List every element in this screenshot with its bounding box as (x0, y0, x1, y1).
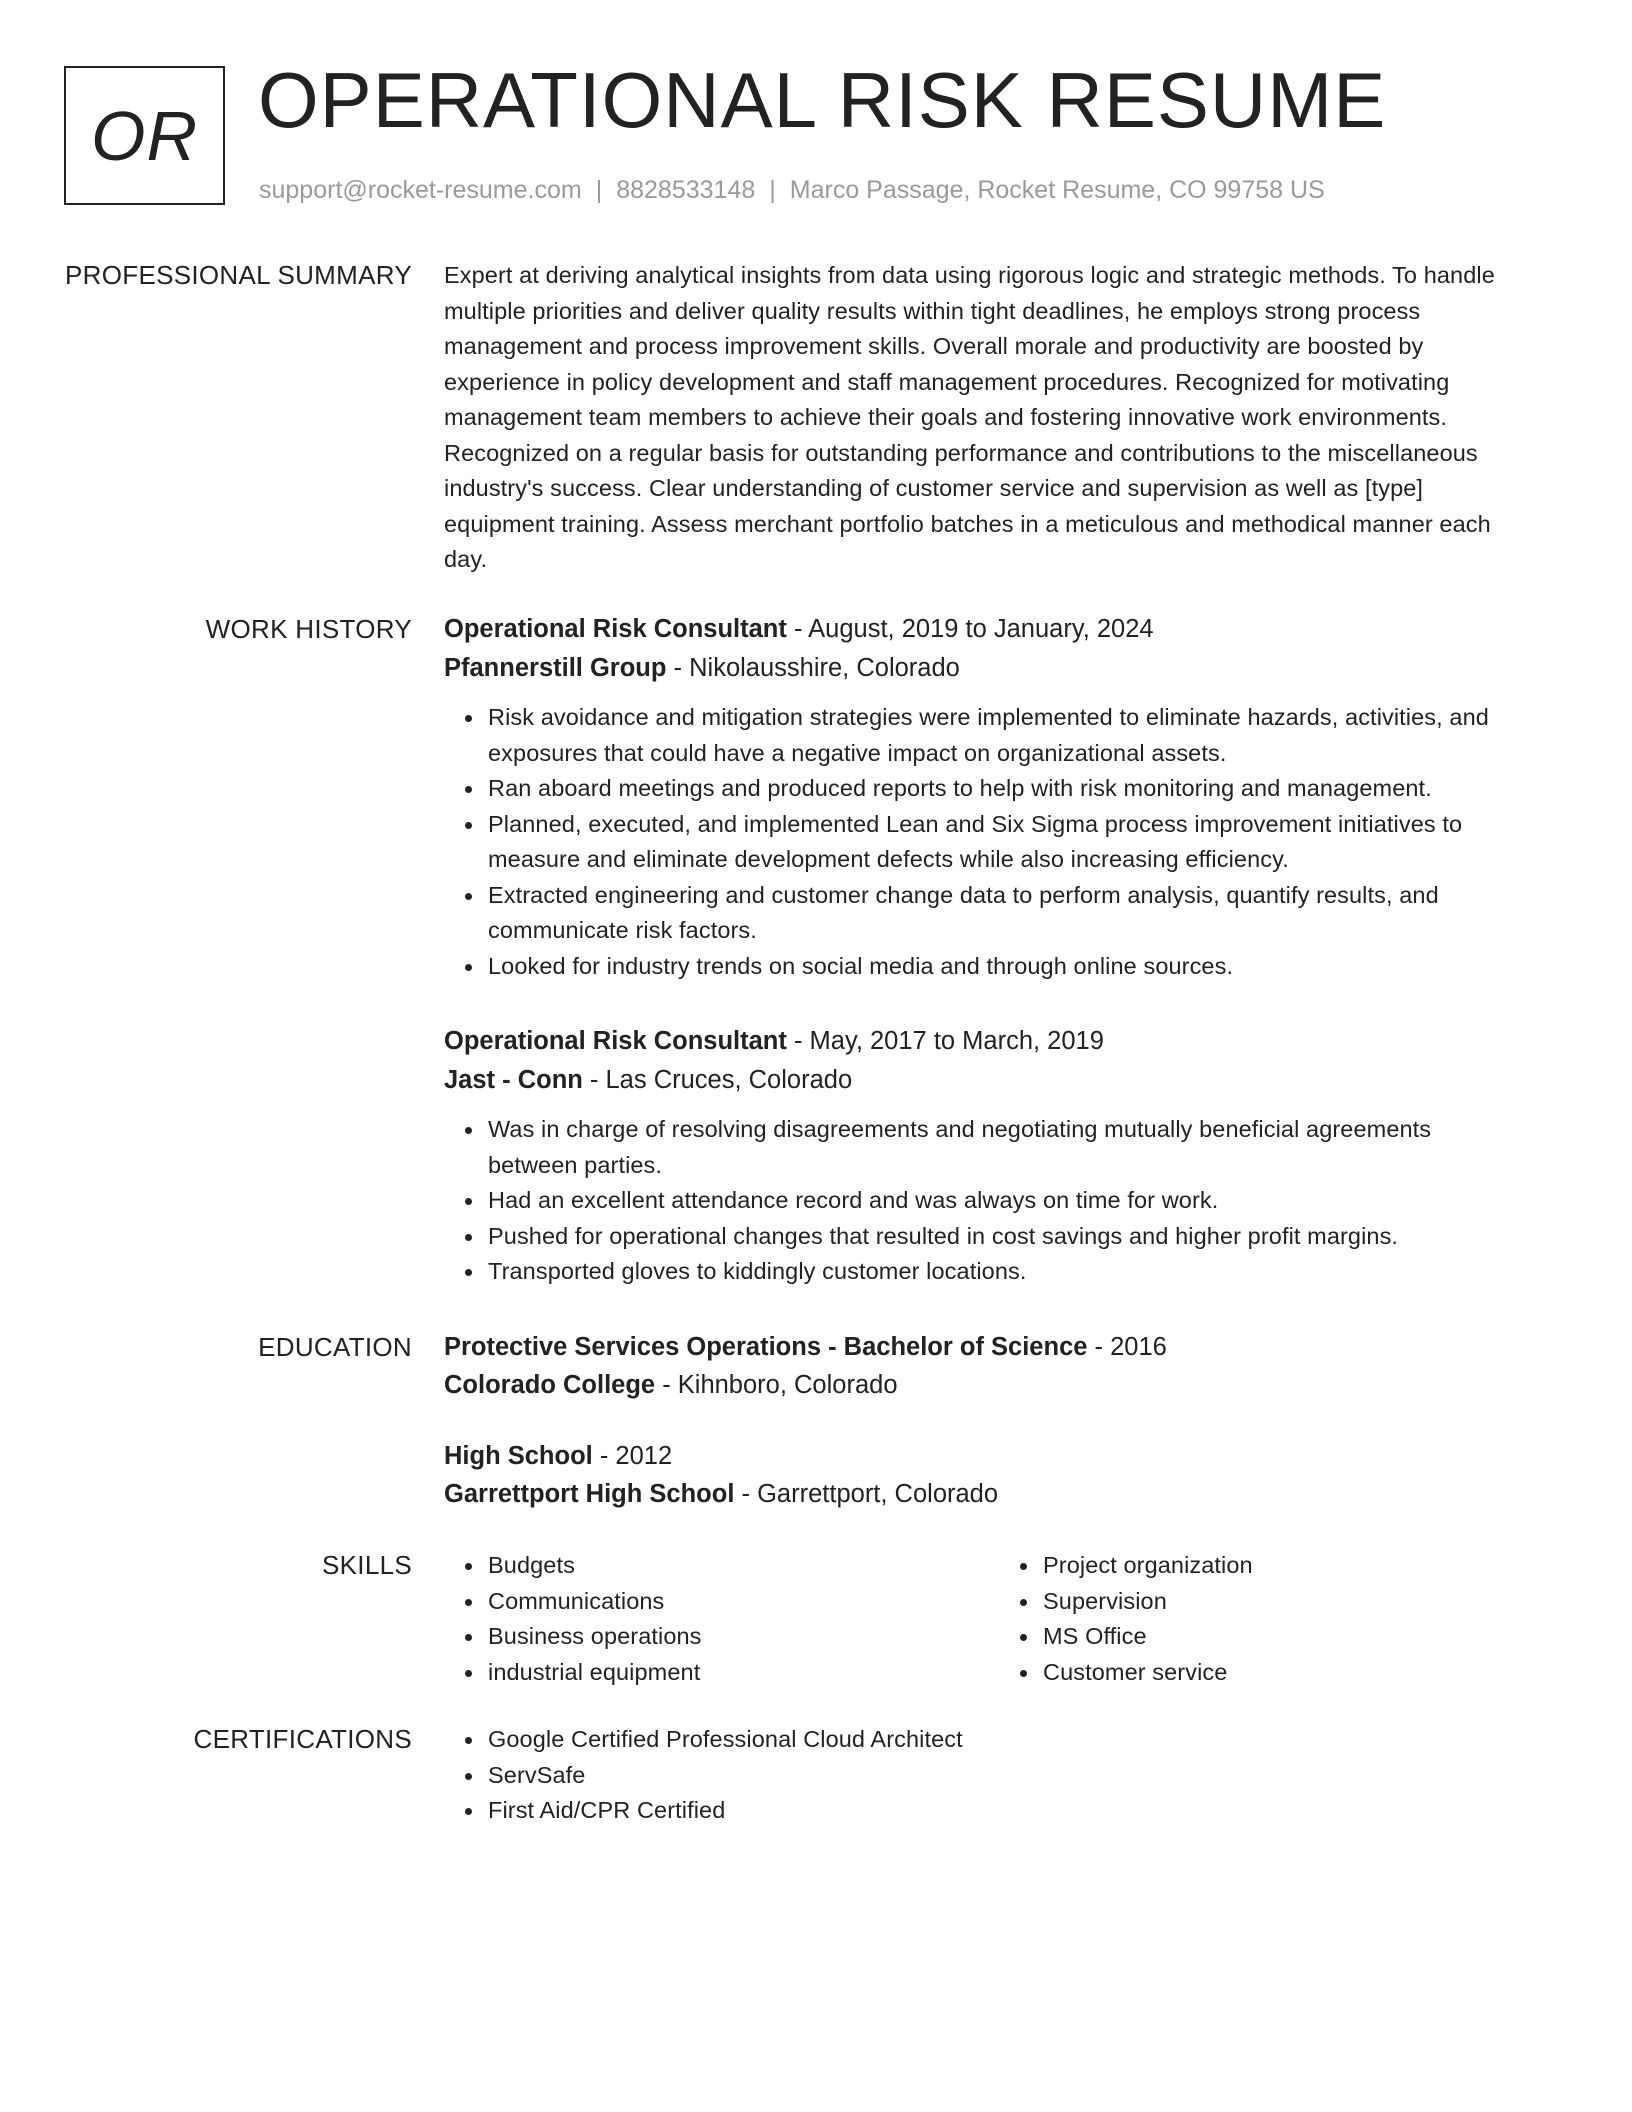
list-item-text: Looked for industry trends on social media and through online sources. (488, 952, 1234, 979)
education-degree: High School (444, 1442, 593, 1470)
list-item: industrial equipment (488, 1655, 999, 1691)
job-duties-list (444, 700, 1554, 984)
summary-body (444, 258, 1554, 578)
summary-line: Expert at deriving analytical insights from data using rigorous logic and strategic methods. To handle (444, 262, 1495, 288)
education-school-line (444, 1367, 1554, 1403)
list-item-text: exposures that could have a negative impact on organizational assets. (488, 739, 1227, 766)
education-school-line (444, 1476, 1554, 1512)
contact-address: Marco Passage, Rocket Resume, CO 99758 US (789, 176, 1325, 204)
contact-email: support@rocket-resume.com (259, 176, 582, 204)
list-item (488, 807, 1554, 878)
education-degree: Protective Services Operations - Bachelor of Science (444, 1333, 1088, 1361)
list-item (488, 878, 1554, 949)
section-label-education: EDUCATION (258, 1332, 412, 1362)
list-item (488, 1219, 1554, 1255)
job-company: Jast - Conn (444, 1066, 583, 1094)
list-item-text: Had an excellent attendance record and was always on time for work. (488, 1187, 1219, 1213)
education-school: Garrettport High School (444, 1480, 735, 1508)
job-title: Operational Risk Consultant (444, 615, 787, 643)
resume-title: OPERATIONAL RISK RESUME (258, 56, 1387, 144)
list-item-text: Transported gloves to kiddingly customer locations. (488, 1258, 1027, 1284)
job-entry (444, 611, 1554, 984)
job-company: Pfannerstill Group (444, 654, 667, 682)
list-item-text: Was in charge of resolving disagreements and negotiating mutually beneficial agreements (488, 1116, 1432, 1142)
skills-list-right (999, 1548, 1554, 1690)
list-item: MS Office (1043, 1619, 1554, 1655)
section-label-work-history: WORK HISTORY (205, 614, 412, 644)
summary-line: day. (444, 546, 488, 572)
section-label-certifications: CERTIFICATIONS (193, 1724, 412, 1754)
list-item-text: measure and eliminate development defects while also increasing efficiency. (488, 846, 1289, 872)
job-title-line (444, 1023, 1554, 1059)
list-item (488, 1183, 1554, 1219)
summary-line: experience in policy development and staff management procedures. Recognized for motivating (444, 368, 1450, 395)
list-item: First Aid/CPR Certified (488, 1793, 1554, 1829)
list-item: Business operations (488, 1619, 999, 1655)
education-degree-line (444, 1329, 1554, 1365)
summary-paragraph (444, 258, 1554, 578)
education-location: - Kihnboro, Colorado (655, 1371, 898, 1399)
list-item (488, 1112, 1554, 1183)
skills-columns (444, 1548, 1554, 1690)
list-item (488, 1254, 1554, 1290)
job-dates: - August, 2019 to January, 2024 (786, 615, 1154, 643)
list-item (488, 949, 1554, 985)
summary-line: equipment training. Assess merchant portfolio batches in a meticulous and methodical manner each (444, 510, 1491, 537)
list-item (488, 771, 1554, 807)
summary-line: Recognized on a regular basis for outstanding performance and contributions to the miscellaneous (444, 439, 1478, 466)
summary-line: multiple priorities and deliver quality results within tight deadlines, he employs strong process (444, 297, 1421, 324)
certifications-body (444, 1722, 1554, 1829)
list-item: Project organization (1043, 1548, 1554, 1584)
contact-phone: 8828533148 (616, 176, 756, 204)
job-dates: - May, 2017 to March, 2019 (786, 1027, 1104, 1055)
education-year: - 2016 (1087, 1333, 1167, 1361)
list-item-text: Risk avoidance and mitigation strategies were implemented to eliminate hazards, activities, and (488, 704, 1489, 730)
skills-list-left (444, 1548, 999, 1690)
certifications-list (444, 1722, 1554, 1829)
contact-separator: | (769, 176, 776, 204)
section-label-skills: SKILLS (322, 1550, 412, 1580)
list-item-text: Ran aboard meetings and produced reports to help with risk monitoring and management. (488, 775, 1432, 801)
contact-separator: | (595, 176, 603, 204)
list-item: Communications (488, 1584, 999, 1620)
list-item: ServSafe (488, 1758, 1554, 1794)
job-company-line (444, 650, 1554, 686)
job-company-line (444, 1062, 1554, 1098)
section-label-summary: PROFESSIONAL SUMMARY (65, 260, 412, 290)
list-item-text: communicate risk factors. (488, 917, 757, 943)
list-item-text: Pushed for operational changes that resulted in cost savings and higher profit margins. (488, 1222, 1399, 1249)
list-item: Supervision (1043, 1584, 1554, 1620)
education-school: Colorado College (444, 1371, 656, 1399)
summary-line: industry's success. Clear understanding of customer service and supervision as well as [type] (444, 475, 1424, 501)
summary-line: management team members to achieve their goals and fostering innovative work environments. (444, 404, 1448, 430)
job-location: - Nikolausshire, Colorado (666, 654, 960, 682)
education-year: - 2012 (592, 1442, 673, 1470)
contact-line (259, 174, 1325, 206)
education-location: - Garrettport, Colorado (734, 1480, 999, 1508)
list-item: Customer service (1043, 1655, 1554, 1691)
summary-line: management and process improvement skills. Overall morale and productivity are boosted by (444, 333, 1424, 359)
job-title-line (444, 611, 1554, 647)
monogram-badge (64, 66, 225, 205)
list-item-text: Planned, executed, and implemented Lean and Six Sigma process improvement initiatives to (488, 810, 1463, 837)
monogram-initials: OR (91, 96, 198, 175)
education-degree-line (444, 1438, 1554, 1474)
list-item: Budgets (488, 1548, 999, 1584)
list-item (488, 700, 1554, 771)
education-entry (444, 1438, 1554, 1512)
list-item: Google Certified Professional Cloud Architect (488, 1722, 1554, 1758)
job-location: - Las Cruces, Colorado (582, 1066, 853, 1094)
list-item-text: Extracted engineering and customer change data to perform analysis, quantify results, and (488, 881, 1439, 908)
list-item-text: between parties. (488, 1151, 663, 1178)
job-title: Operational Risk Consultant (444, 1027, 787, 1055)
education-entry (444, 1329, 1554, 1403)
job-entry (444, 1023, 1554, 1290)
job-duties-list (444, 1112, 1554, 1290)
